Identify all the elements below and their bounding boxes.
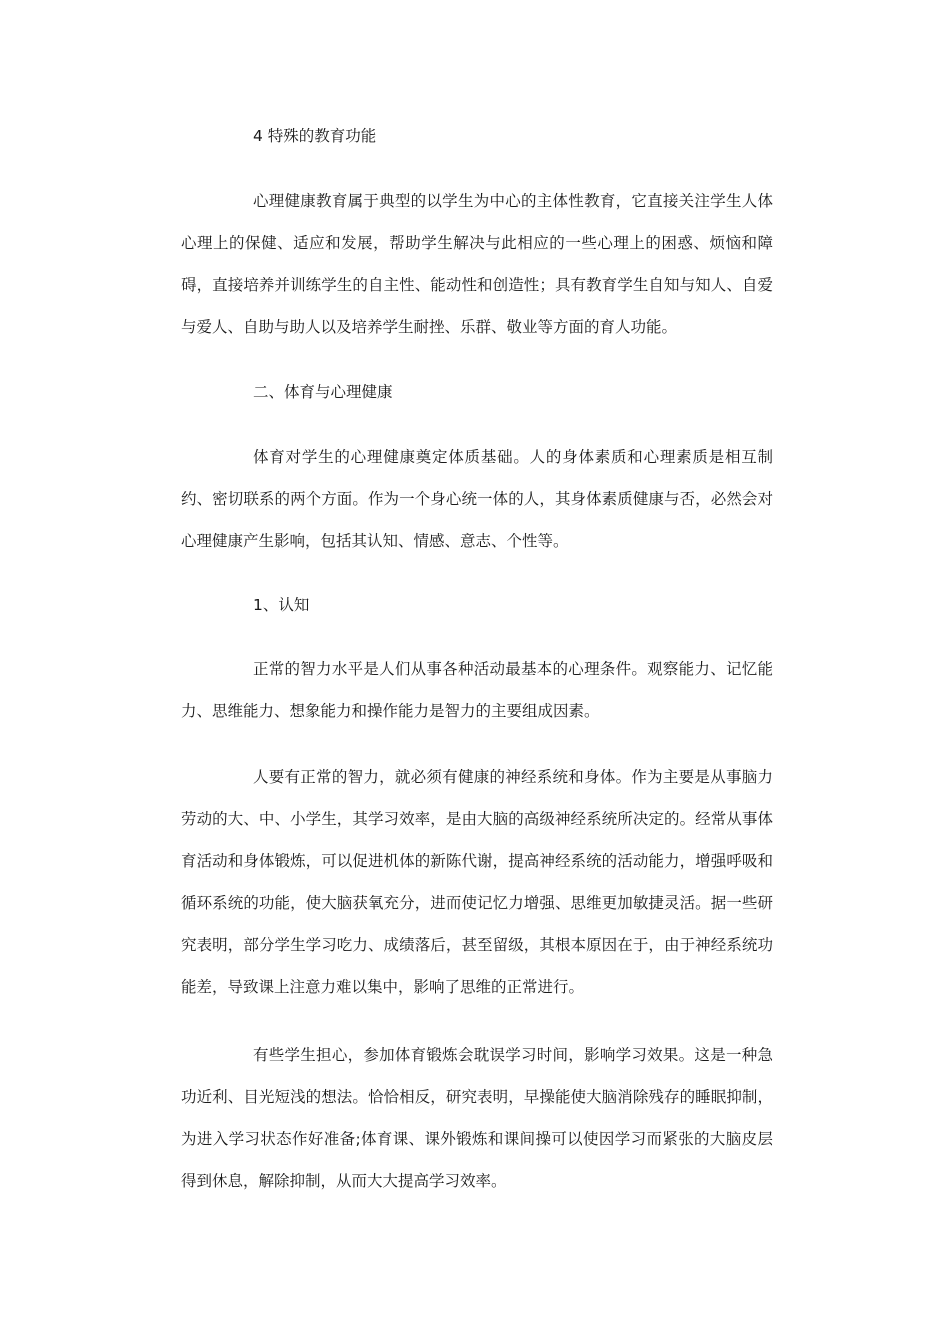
paragraph-exercise-study: 有些学生担心，参加体育锻炼会耽误学习时间，影响学习效果。这是一种急功近利、目光短浅的想法。恰恰相反，研究表明，早操能使大脑消除残存的睡眠抑制，为进入学习状态作好准备;体育课、课外锻炼和课间操可以使因学习而紧张的大脑皮层得到休息，解除抑制，从而大大提高学习效率。 <box>181 1046 773 1190</box>
heading-pe-and-mental-health: 二、体育与心理健康 <box>253 383 393 401</box>
heading-special-education-function: 4 特殊的教育功能 <box>253 127 377 145</box>
heading-cognition: 1、认知 <box>253 596 310 614</box>
paragraph-mental-health-education: 心理健康教育属于典型的以学生为中心的主体性教育，它直接关注学生人体心理上的保健、适应和发展，帮助学生解决与此相应的一些心理上的困惑、烦恼和障碍，直接培养并训练学生的自主性、能动性和创造性；具有教育学生自知与知人、自爱与爱人、自助与助人以及培养学生耐挫、乐群、敬业等方面的育人功能。 <box>181 192 773 336</box>
paragraph-pe-foundation: 体育对学生的心理健康奠定体质基础。人的身体素质和心理素质是相互制约、密切联系的两个方面。作为一个身心统一体的人，其身体素质健康与否，必然会对心理健康产生影响，包括其认知、情感、意志、个性等。 <box>181 448 773 550</box>
paragraph-intelligence: 正常的智力水平是人们从事各种活动最基本的心理条件。观察能力、记忆能力、思维能力、想象能力和操作能力是智力的主要组成因素。 <box>181 660 773 720</box>
paragraph-nervous-system: 人要有正常的智力，就必须有健康的神经系统和身体。作为主要是从事脑力劳动的大、中、小学生，其学习效率，是由大脑的高级神经系统所决定的。经常从事体育活动和身体锻炼，可以促进机体的新陈代谢，提高神经系统的活动能力，增强呼吸和循环系统的功能，使大脑获氧充分，进而使记忆力增强、思维更加敏捷灵活。据一些研究表明，部分学生学习吃力、成绩落后，甚至留级，其根本原因在于，由于神经系统功能差，导致课上注意力难以集中，影响了思维的正常进行。 <box>181 768 773 996</box>
